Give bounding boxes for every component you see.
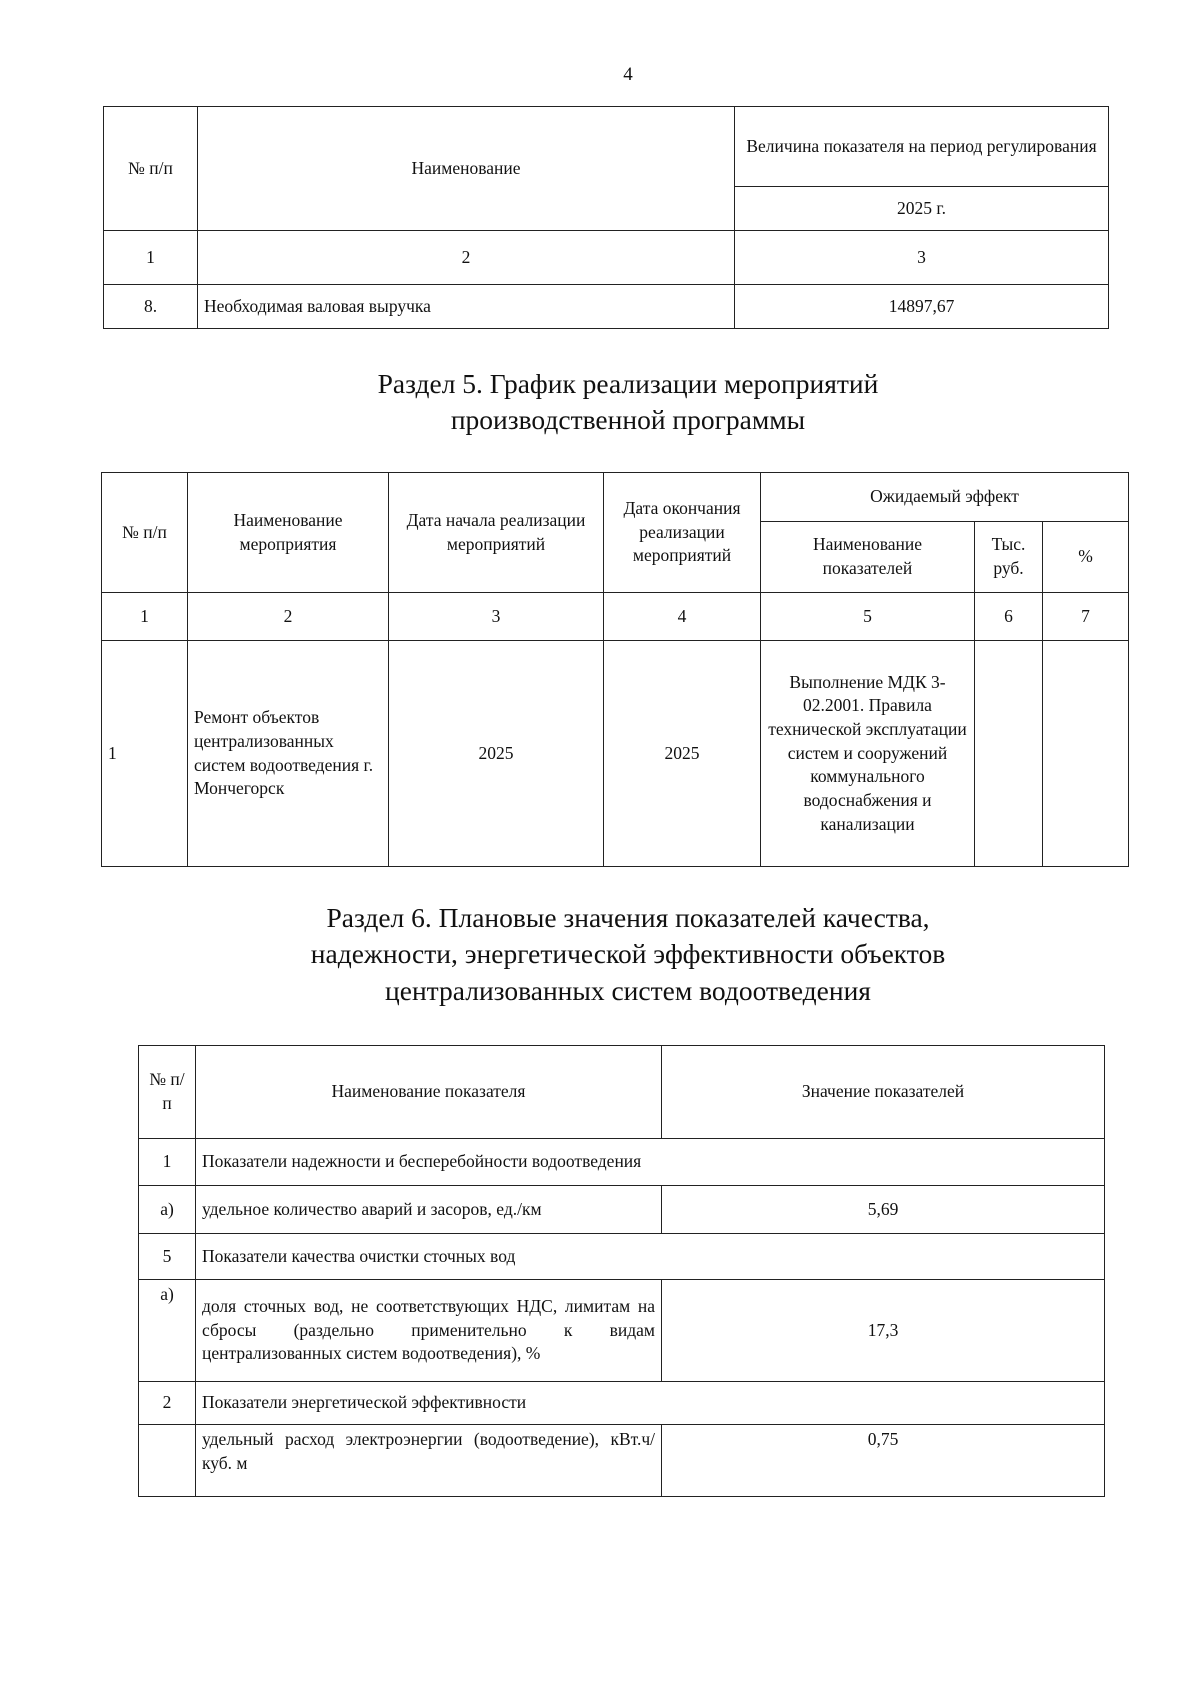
index-cell: 1	[104, 231, 198, 285]
header-num: № п/п	[139, 1046, 196, 1139]
header-indicator-value: Значение показателей	[662, 1046, 1105, 1139]
table-quality-indicators	[138, 1045, 1105, 1497]
table-row	[139, 1186, 1105, 1234]
row-event-name: Ремонт объектов централизованных систем водоотведения г. Мончегорск	[188, 641, 389, 867]
table-row	[139, 1139, 1105, 1186]
header-percent: %	[1043, 522, 1129, 593]
row-percent	[1043, 641, 1129, 867]
header-start-date: Дата начала реализации мероприятий	[389, 473, 604, 593]
header-num: № п/п	[104, 107, 198, 231]
row-value: 17,3	[662, 1280, 1105, 1382]
header-end-date: Дата окончания реализации мероприятий	[604, 473, 761, 593]
section5-title: Раздел 5. График реализации мероприятий производственной программы	[377, 368, 879, 436]
row-start-date: 2025	[389, 641, 604, 867]
row-indicator: Выполнение МДК 3-02.2001. Правила технической эксплуатации систем и сооружений коммунального водоснабжения и канализации	[761, 641, 975, 867]
header-indicator-name: Наименование показателей	[761, 522, 975, 593]
header-indicator-name: Наименование показателя	[196, 1046, 662, 1139]
row-end-date: 2025	[604, 641, 761, 867]
index-cell: 5	[761, 593, 975, 641]
page-number: 4	[623, 64, 633, 85]
row-num: а)	[139, 1186, 196, 1234]
row-thousand-rub	[975, 641, 1043, 867]
row-group-name: Показатели надежности и бесперебойности водоотведения	[196, 1139, 1105, 1186]
header-year: 2025 г.	[735, 187, 1109, 231]
index-cell: 3	[389, 593, 604, 641]
header-value: Величина показателя на период регулирования	[735, 107, 1109, 187]
section6-title: Раздел 6. Плановые значения показателей качества, надежности, энергетической эффективности объектов централизованных систем водоотведения	[310, 902, 946, 1006]
index-cell: 6	[975, 593, 1043, 641]
row-num: 8.	[104, 285, 198, 329]
row-num: 1	[139, 1139, 196, 1186]
table-events-schedule	[101, 472, 1129, 867]
table-row	[139, 1425, 1105, 1497]
row-value: 0,75	[662, 1425, 1105, 1497]
index-cell: 7	[1043, 593, 1129, 641]
table-gross-revenue	[103, 106, 1109, 329]
row-value: 5,69	[662, 1186, 1105, 1234]
row-name: доля сточных вод, не соответствующих НДС, лимитам на сбросы (раздельно применительно к видам централизованных систем водоотведения), %	[196, 1280, 662, 1382]
header-name: Наименование	[198, 107, 735, 231]
row-num: а)	[139, 1280, 196, 1382]
header-thousand-rub: Тыс. руб.	[975, 522, 1043, 593]
table-row	[139, 1234, 1105, 1280]
row-num	[139, 1425, 196, 1497]
index-cell: 1	[102, 593, 188, 641]
row-group-name: Показатели качества очистки сточных вод	[196, 1234, 1105, 1280]
table-row	[102, 641, 1129, 867]
index-cell: 2	[188, 593, 389, 641]
row-num: 1	[102, 641, 188, 867]
header-event-name: Наименование мероприятия	[188, 473, 389, 593]
index-cell: 3	[735, 231, 1109, 285]
table-row	[139, 1280, 1105, 1382]
row-name: удельное количество аварий и засоров, ед./км	[196, 1186, 662, 1234]
row-name: удельный расход электроэнергии (водоотведение), кВт.ч/куб. м	[196, 1425, 662, 1497]
header-num: № п/п	[102, 473, 188, 593]
index-cell: 4	[604, 593, 761, 641]
index-cell: 2	[198, 231, 735, 285]
row-num: 5	[139, 1234, 196, 1280]
table-row	[104, 285, 1109, 329]
row-num: 2	[139, 1382, 196, 1425]
row-group-name: Показатели энергетической эффективности	[196, 1382, 1105, 1425]
table-row	[139, 1382, 1105, 1425]
row-value: 14897,67	[735, 285, 1109, 329]
row-name: Необходимая валовая выручка	[198, 285, 735, 329]
header-expected-effect: Ожидаемый эффект	[761, 473, 1129, 522]
